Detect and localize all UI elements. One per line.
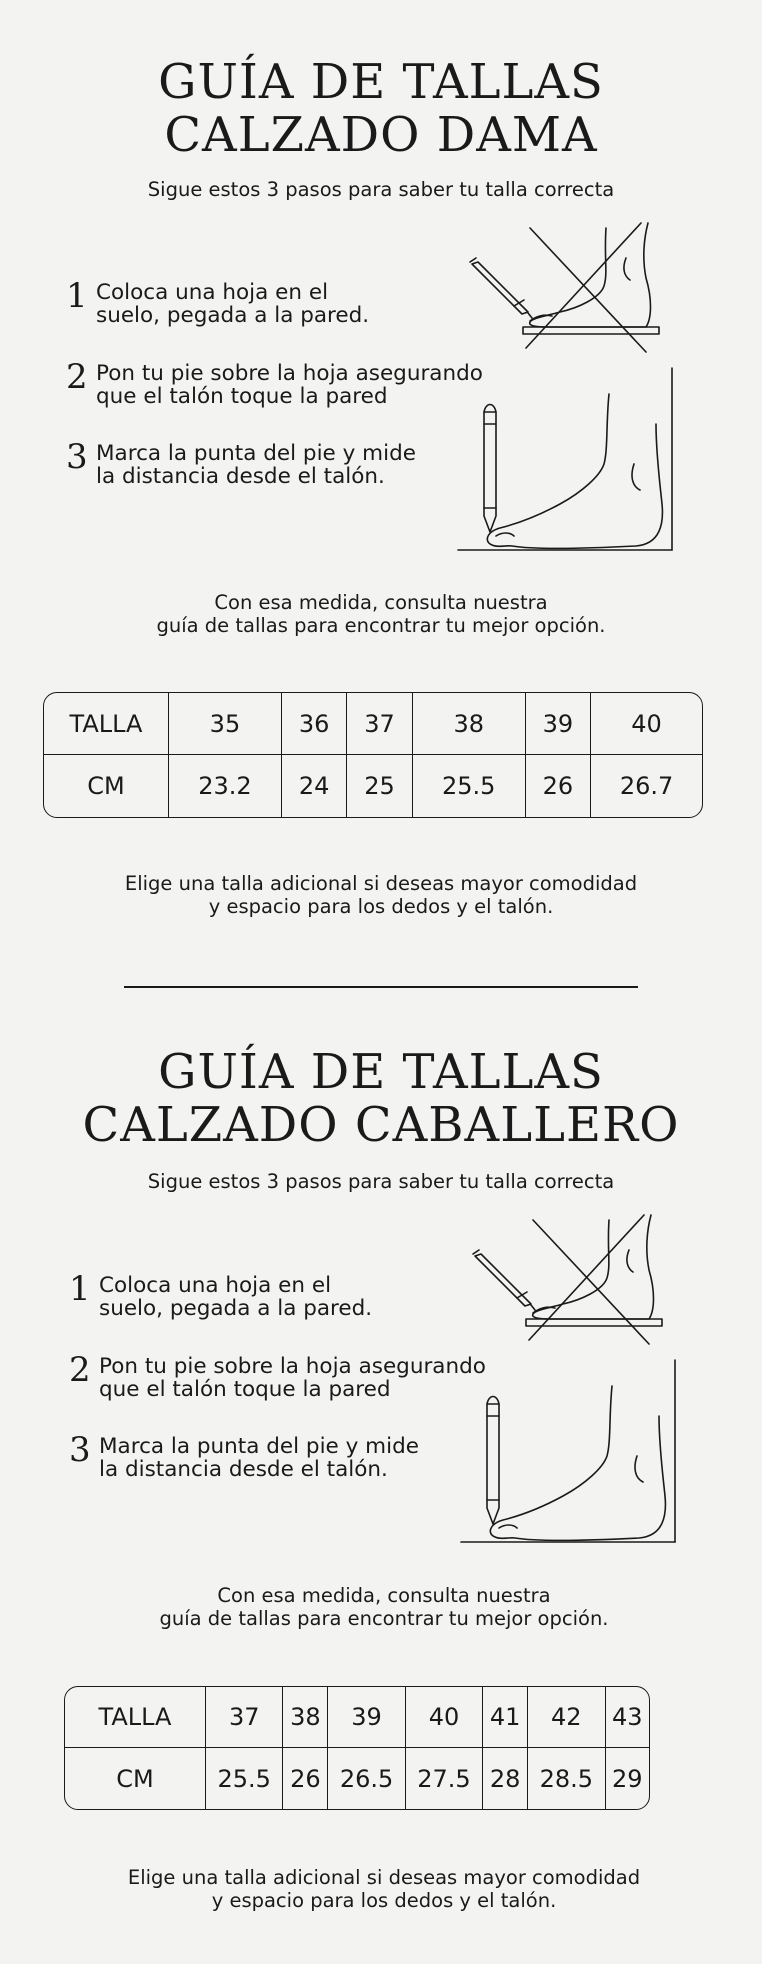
step-text-line: que el talón toque la pared bbox=[99, 1377, 391, 1402]
title-line-2: CALZADO DAMA bbox=[164, 107, 598, 163]
section-divider bbox=[124, 986, 638, 988]
step-number: 3 bbox=[66, 437, 88, 477]
tip-line-1: Elige una talla adicional si deseas mayor comodidad bbox=[124, 872, 638, 895]
size-cell: 40 bbox=[591, 693, 702, 755]
step-number: 2 bbox=[66, 357, 88, 397]
size-cell: 37 bbox=[347, 693, 412, 755]
step-text-line: la distancia desde el talón. bbox=[99, 1457, 388, 1482]
size-cell: 37 bbox=[206, 1687, 283, 1748]
size-cell: 35 bbox=[169, 693, 282, 755]
cm-cell: 25 bbox=[347, 755, 412, 817]
cm-cell: 26 bbox=[526, 755, 591, 817]
step-number: 1 bbox=[69, 1269, 91, 1309]
step-number: 2 bbox=[69, 1350, 91, 1390]
tip-note bbox=[3, 1866, 762, 1912]
correct-method-foot-pen-icon bbox=[456, 364, 678, 554]
table-row-sizes bbox=[65, 1687, 649, 1748]
size-cell: 40 bbox=[406, 1687, 483, 1748]
tip-line-1: Elige una talla adicional si deseas mayor comodidad bbox=[127, 1866, 641, 1889]
page-title bbox=[0, 1046, 762, 1152]
cm-cell: 28.5 bbox=[528, 1748, 605, 1809]
size-cell: 38 bbox=[413, 693, 526, 755]
size-cell: 39 bbox=[526, 693, 591, 755]
table-row-cm bbox=[65, 1748, 649, 1809]
consult-line-1: Con esa medida, consulta nuestra bbox=[217, 1584, 551, 1607]
cm-cell: 24 bbox=[282, 755, 347, 817]
cm-cell: 27.5 bbox=[406, 1748, 483, 1809]
cm-cell: 26.7 bbox=[619, 772, 674, 800]
size-table bbox=[64, 1686, 650, 1810]
consult-note bbox=[0, 591, 762, 637]
correct-method-foot-pen-icon bbox=[459, 1356, 681, 1546]
subtitle: Sigue estos 3 pasos para saber tu talla correcta bbox=[147, 178, 615, 201]
title-line-1: GUÍA DE TALLAS bbox=[158, 1044, 604, 1100]
step-number: 3 bbox=[69, 1430, 91, 1470]
tip-line-2: y espacio para los dedos y el talón. bbox=[208, 895, 554, 918]
page-title bbox=[0, 56, 762, 162]
tip-note bbox=[0, 872, 762, 918]
subtitle: Sigue estos 3 pasos para saber tu talla correcta bbox=[147, 1170, 615, 1193]
row-label-talla: TALLA bbox=[44, 693, 169, 755]
title-line-2: CALZADO CABALLERO bbox=[82, 1097, 680, 1153]
title-line-1: GUÍA DE TALLAS bbox=[158, 54, 604, 110]
consult-line-1: Con esa medida, consulta nuestra bbox=[214, 591, 548, 614]
cm-cell: 25.5 bbox=[206, 1748, 283, 1809]
men-size-guide bbox=[0, 992, 762, 1964]
step-text-line: la distancia desde el talón. bbox=[96, 464, 385, 489]
step-text-line: Marca la punta del pie y mide bbox=[96, 441, 416, 466]
step-text-line: Coloca una hoja en el bbox=[96, 280, 329, 305]
step-number: 1 bbox=[66, 276, 88, 316]
step-text-line: que el talón toque la pared bbox=[96, 384, 388, 409]
women-size-guide bbox=[0, 0, 762, 980]
wrong-method-foot-pen-icon bbox=[469, 1210, 669, 1350]
table-row-cm bbox=[44, 755, 702, 817]
consult-line-2: guía de tallas para encontrar tu mejor opción. bbox=[156, 614, 606, 637]
row-label-cm: CM bbox=[44, 755, 169, 817]
size-cell: 39 bbox=[328, 1687, 405, 1748]
size-cell: 42 bbox=[528, 1687, 605, 1748]
tip-line-2: y espacio para los dedos y el talón. bbox=[211, 1889, 557, 1912]
size-cell: 36 bbox=[282, 693, 347, 755]
size-cell: 41 bbox=[483, 1687, 528, 1748]
size-table bbox=[43, 692, 703, 818]
cm-cell: 25.5 bbox=[413, 755, 526, 817]
cm-cell: 28 bbox=[483, 1748, 528, 1809]
step-text-line: Pon tu pie sobre la hoja asegurando bbox=[96, 361, 483, 386]
cm-cell: 26.5 bbox=[328, 1748, 405, 1809]
step-text-line: suelo, pegada a la pared. bbox=[96, 303, 370, 328]
wrong-method-foot-pen-icon bbox=[466, 218, 666, 358]
row-label-cm: CM bbox=[65, 1748, 206, 1809]
table-row-sizes bbox=[44, 693, 702, 755]
size-cell: 43 bbox=[606, 1687, 650, 1748]
cm-cell: 26 bbox=[283, 1748, 328, 1809]
row-label-talla: TALLA bbox=[65, 1687, 206, 1748]
cm-cell: 23.2 bbox=[169, 755, 282, 817]
step-text-line: suelo, pegada a la pared. bbox=[99, 1296, 373, 1321]
step-text-line: Marca la punta del pie y mide bbox=[99, 1434, 419, 1459]
cm-cell: 29 bbox=[611, 1764, 643, 1793]
consult-line-2: guía de tallas para encontrar tu mejor opción. bbox=[159, 1607, 609, 1630]
consult-note bbox=[3, 1584, 762, 1630]
step-text-line: Coloca una hoja en el bbox=[99, 1273, 332, 1298]
step-text-line: Pon tu pie sobre la hoja asegurando bbox=[99, 1354, 486, 1379]
size-cell: 38 bbox=[283, 1687, 328, 1748]
